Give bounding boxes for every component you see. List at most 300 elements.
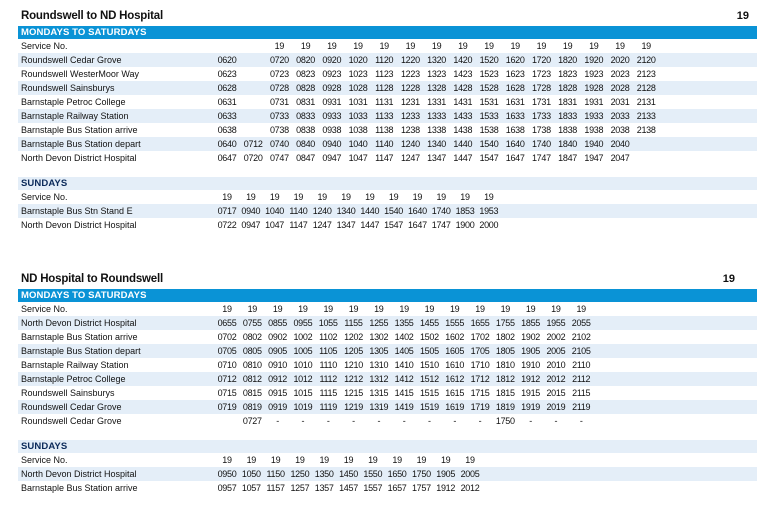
stop-name: Barnstaple Bus Stn Stand E: [21, 206, 133, 216]
departure-time: 0912: [268, 374, 287, 384]
departure-time: 0950: [217, 469, 237, 479]
departure-time: 1953: [479, 206, 499, 216]
departure-time: 1328: [427, 83, 446, 93]
stop-name: Barnstaple Railway Station: [21, 111, 129, 121]
departure-time: 1410: [394, 360, 414, 370]
departure-time: -: [428, 416, 431, 426]
departure-time: 1047: [265, 220, 284, 230]
departure-time: 0915: [268, 388, 287, 398]
departure-time: 1423: [453, 69, 473, 79]
departure-time: 1223: [400, 69, 420, 79]
departure-time: 0702: [217, 332, 237, 342]
service-number: 19: [484, 41, 494, 51]
departure-time: 1210: [344, 360, 363, 370]
service-number: 19: [412, 192, 423, 202]
departure-time: 1733: [531, 111, 551, 121]
departure-time: 1833: [558, 111, 577, 121]
departure-time: 1133: [375, 111, 394, 121]
departure-time: 1120: [375, 55, 394, 65]
departure-time: 1102: [319, 332, 338, 342]
service-number: 19: [348, 304, 359, 314]
departure-time: 1528: [479, 83, 499, 93]
table-row: [18, 204, 757, 218]
departure-time: 1628: [505, 83, 525, 93]
departure-time: 1302: [369, 332, 389, 342]
departure-time: 1620: [505, 55, 525, 65]
departure-time: 0955: [293, 318, 313, 328]
departure-time: 0731: [269, 97, 289, 107]
service-number: 19: [269, 192, 280, 202]
departure-time: 1319: [369, 402, 389, 412]
departure-time: 1840: [558, 139, 577, 149]
departure-time: 1847: [558, 153, 577, 163]
departure-time: 1128: [375, 83, 394, 93]
departure-time: 2028: [610, 83, 630, 93]
table-row: [18, 109, 757, 123]
departure-time: 1912: [436, 483, 456, 493]
departure-time: 1740: [531, 139, 551, 149]
departure-time: 1550: [363, 469, 383, 479]
service-number: 19: [551, 304, 561, 314]
inbound-weekday-heading: MONDAYS TO SATURDAYS: [18, 289, 757, 302]
departure-time: 1933: [584, 111, 604, 121]
departure-time: 1240: [312, 206, 332, 216]
outbound-sunday-heading: SUNDAYS: [18, 177, 757, 190]
departure-time: 1757: [411, 483, 431, 493]
service-number: 19: [247, 304, 257, 314]
departure-time: 1119: [319, 402, 337, 412]
departure-time: 1702: [470, 332, 490, 342]
service-number: 19: [475, 304, 485, 314]
departure-time: 2031: [610, 97, 630, 107]
departure-time: 1740: [431, 206, 451, 216]
service-number: 19: [270, 455, 281, 465]
departure-time: 1233: [400, 111, 420, 121]
departure-time: 1323: [427, 69, 446, 79]
departure-time: 1150: [266, 469, 285, 479]
departure-time: 2002: [546, 332, 566, 342]
departure-time: 1623: [505, 69, 525, 79]
table-row: [18, 95, 757, 109]
departure-time: 1823: [558, 69, 577, 79]
departure-time: 2000: [479, 220, 499, 230]
departure-time: 0638: [217, 125, 237, 135]
service-number: 19: [323, 304, 333, 314]
table-row: [18, 218, 757, 232]
table-row: [18, 372, 757, 386]
departure-time: 0747: [269, 153, 289, 163]
departure-time: 0740: [269, 139, 289, 149]
departure-time: -: [326, 416, 330, 426]
departure-time: -: [377, 416, 381, 426]
departure-time: 0910: [268, 360, 287, 370]
departure-time: 1215: [344, 388, 363, 398]
stop-name: North Devon District Hospital: [21, 220, 137, 230]
departure-time: 2119: [572, 402, 591, 412]
departure-time: 1338: [427, 125, 446, 135]
departure-time: 1923: [584, 69, 604, 79]
departure-time: 1605: [445, 346, 465, 356]
departure-time: 1347: [336, 220, 356, 230]
table-row: [18, 67, 757, 81]
departure-time: 2023: [610, 69, 630, 79]
departure-time: 0802: [242, 332, 262, 342]
departure-time: 0957: [217, 483, 237, 493]
departure-time: 1412: [394, 374, 414, 384]
service-number: 19: [293, 192, 304, 202]
departure-time: 1123: [375, 69, 394, 79]
departure-time: 1010: [293, 360, 313, 370]
departure-time: 1853: [455, 206, 475, 216]
service-number: 19: [405, 41, 416, 51]
departure-time: -: [453, 416, 457, 426]
stop-name: Roundswell Cedar Grove: [21, 402, 122, 412]
inbound-title: ND Hospital to Roundswell: [21, 273, 163, 285]
departure-time: 0640: [217, 139, 237, 149]
stop-name: Barnstaple Bus Station depart: [21, 346, 141, 356]
departure-time: 1402: [394, 332, 414, 342]
service-number: 19: [392, 455, 402, 465]
departure-time: 1228: [400, 83, 420, 93]
departure-time: 1647: [505, 153, 525, 163]
departure-time: 1205: [344, 346, 363, 356]
departure-time: 1619: [445, 402, 465, 412]
service-number: 19: [374, 304, 384, 314]
departure-time: 0938: [322, 125, 342, 135]
stop-name: North Devon District Hospital: [21, 469, 137, 479]
departure-time: 1838: [558, 125, 577, 135]
departure-time: 1420: [453, 55, 473, 65]
departure-time: 1355: [394, 318, 414, 328]
departure-time: 1155: [344, 318, 363, 328]
departure-time: 0722: [217, 220, 237, 230]
table-row: [18, 81, 757, 95]
departure-time: 1905: [436, 469, 456, 479]
departure-time: 1719: [470, 402, 490, 412]
departure-time: 0631: [217, 97, 237, 107]
departure-time: 1638: [505, 125, 525, 135]
table-row: [18, 137, 757, 151]
departure-time: 1202: [344, 332, 363, 342]
departure-time: 0815: [242, 388, 262, 398]
service-number: 19: [449, 304, 460, 314]
departure-time: 1540: [479, 139, 499, 149]
departure-time: 1110: [319, 360, 337, 370]
service-number: 19: [525, 304, 536, 314]
departure-time: 1747: [431, 220, 451, 230]
departure-time: 0831: [296, 97, 315, 107]
departure-time: 0920: [322, 55, 342, 65]
departure-time: 1019: [293, 402, 313, 412]
inbound-sunday-table: [18, 453, 757, 495]
departure-time: 1305: [369, 346, 389, 356]
departure-time: 1428: [453, 83, 473, 93]
departure-time: -: [554, 416, 558, 426]
departure-time: 1340: [336, 206, 356, 216]
departure-time: 1415: [394, 388, 414, 398]
departure-time: 0919: [268, 402, 287, 412]
departure-time: 1147: [375, 153, 394, 163]
departure-time: 1247: [400, 153, 420, 163]
service-number: 19: [589, 41, 599, 51]
departure-time: 1447: [453, 153, 473, 163]
departure-time: 0727: [242, 416, 262, 426]
departure-time: 1855: [521, 318, 540, 328]
departure-time: 2012: [546, 374, 566, 384]
departure-time: 2020: [610, 55, 630, 65]
outbound-title: Roundswell to ND Hospital: [21, 10, 163, 22]
departure-time: 0720: [243, 153, 263, 163]
departure-time: 1755: [495, 318, 515, 328]
departure-time: 1510: [419, 360, 439, 370]
departure-time: 1710: [470, 360, 490, 370]
departure-time: 2133: [636, 111, 656, 121]
departure-time: 1731: [531, 97, 551, 107]
departure-time: 0717: [217, 206, 237, 216]
service-number: 19: [510, 41, 520, 51]
departure-time: 1728: [531, 83, 551, 93]
table-row: [18, 151, 757, 165]
departure-time: 1433: [453, 111, 473, 121]
service-label: Service No.: [21, 192, 68, 202]
departure-time: 1920: [584, 55, 604, 65]
departure-time: 1715: [470, 388, 490, 398]
departure-time: 1910: [521, 360, 540, 370]
service-number: 19: [440, 455, 451, 465]
departure-time: 1220: [400, 55, 420, 65]
service-number: 19: [246, 192, 256, 202]
departure-time: 1720: [531, 55, 551, 65]
service-number: 19: [341, 192, 351, 202]
departure-time: 1512: [419, 374, 439, 384]
departure-time: 0715: [217, 388, 237, 398]
departure-time: -: [352, 416, 355, 426]
departure-time: -: [301, 416, 305, 426]
departure-time: 1147: [289, 220, 308, 230]
departure-time: 0712: [243, 139, 263, 149]
departure-time: 1431: [453, 97, 473, 107]
service-number: 19: [458, 41, 468, 51]
departure-time: 1231: [400, 97, 420, 107]
departure-time: 1750: [495, 416, 515, 426]
departure-time: 1023: [348, 69, 368, 79]
departure-time: 1615: [445, 388, 465, 398]
departure-time: 1747: [531, 153, 551, 163]
departure-time: 0628: [217, 83, 237, 93]
service-label: Service No.: [21, 304, 68, 314]
departure-time: 0712: [217, 374, 237, 384]
departure-time: 1805: [495, 346, 515, 356]
departure-time: 0947: [241, 220, 261, 230]
departure-time: 1455: [419, 318, 439, 328]
departure-time: 1555: [445, 318, 465, 328]
table-row: [18, 330, 757, 344]
departure-time: 0820: [296, 55, 315, 65]
departure-time: 0931: [322, 97, 342, 107]
service-number: 19: [424, 304, 435, 314]
departure-time: 1919: [521, 402, 540, 412]
departure-time: 1247: [312, 220, 332, 230]
departure-time: 2131: [636, 97, 656, 107]
departure-time: 0738: [269, 125, 289, 135]
departure-time: 1940: [584, 139, 604, 149]
departure-time: 1519: [419, 402, 439, 412]
departure-time: 2047: [610, 153, 630, 163]
departure-time: 1350: [314, 469, 334, 479]
service-number: 19: [300, 41, 311, 51]
outbound-weekday-heading: MONDAYS TO SATURDAYS: [18, 26, 757, 39]
departure-time: 0733: [269, 111, 289, 121]
departure-time: 1033: [348, 111, 368, 121]
departure-time: 1515: [419, 388, 439, 398]
departure-time: 2110: [572, 360, 591, 370]
departure-time: 1657: [387, 483, 407, 493]
departure-time: 0620: [217, 55, 237, 65]
service-number: 19: [416, 455, 427, 465]
departure-time: 1902: [521, 332, 540, 342]
departure-time: 1820: [558, 55, 577, 65]
departure-time: 1938: [584, 125, 604, 135]
table-row: [18, 316, 757, 330]
departure-time: 1250: [290, 469, 310, 479]
departure-time: 2128: [636, 83, 656, 93]
service-label: Service No.: [21, 41, 68, 51]
departure-time: 1115: [319, 388, 337, 398]
departure-time: 0933: [322, 111, 342, 121]
departure-time: 1633: [505, 111, 525, 121]
departure-time: 0720: [269, 55, 289, 65]
departure-time: 1723: [531, 69, 551, 79]
service-number: 19: [388, 192, 399, 202]
departure-time: 1057: [241, 483, 261, 493]
departure-time: 0823: [296, 69, 315, 79]
departure-time: 1131: [375, 97, 394, 107]
service-number: 19: [365, 192, 375, 202]
departure-time: 2005: [460, 469, 480, 479]
departure-time: 1055: [318, 318, 338, 328]
departure-time: 1640: [505, 139, 525, 149]
departure-time: 1812: [495, 374, 515, 384]
departure-time: 1905: [521, 346, 540, 356]
table-row: [18, 481, 757, 495]
service-number: 19: [436, 192, 446, 202]
departure-time: 0905: [268, 346, 287, 356]
departure-time: 1050: [241, 469, 261, 479]
departure-time: 0728: [269, 83, 289, 93]
departure-time: 1815: [495, 388, 515, 398]
departure-time: 1915: [521, 388, 540, 398]
departure-time: 2102: [571, 332, 591, 342]
departure-time: 1031: [348, 97, 368, 107]
departure-time: 0840: [296, 139, 315, 149]
departure-time: 1912: [521, 374, 540, 384]
outbound-sunday-table: [18, 190, 757, 232]
departure-time: 1002: [293, 332, 313, 342]
departure-time: 2120: [636, 55, 656, 65]
departure-time: 1810: [495, 360, 515, 370]
departure-time: 1357: [314, 483, 334, 493]
departure-time: 0940: [322, 139, 342, 149]
departure-time: 1140: [289, 206, 308, 216]
departure-time: 2055: [571, 318, 591, 328]
departure-time: 1105: [319, 346, 338, 356]
departure-time: 1547: [479, 153, 499, 163]
service-number: 19: [641, 41, 651, 51]
departure-time: 1557: [363, 483, 383, 493]
departure-time: -: [402, 416, 406, 426]
inbound-weekday-table: [18, 302, 757, 428]
inbound-route-number: 19: [722, 273, 735, 285]
service-number: 19: [484, 192, 494, 202]
departure-time: 1828: [558, 83, 577, 93]
stop-name: Barnstaple Bus Station depart: [21, 139, 141, 149]
departure-time: 0710: [217, 360, 237, 370]
departure-time: 1457: [339, 483, 358, 493]
departure-time: 1531: [479, 97, 499, 107]
departure-time: 1219: [344, 402, 363, 412]
departure-time: 1140: [375, 139, 394, 149]
service-number: 19: [615, 41, 625, 51]
departure-time: 1610: [445, 360, 465, 370]
service-number: 19: [399, 304, 409, 314]
departure-time: 1028: [348, 83, 368, 93]
departure-time: 1505: [419, 346, 439, 356]
departure-time: 1320: [427, 55, 446, 65]
service-number: 19: [298, 304, 308, 314]
stop-name: Barnstaple Railway Station: [21, 360, 129, 370]
table-row: [18, 386, 757, 400]
departure-time: 2123: [636, 69, 656, 79]
departure-time: 0723: [269, 69, 289, 79]
service-number: 19: [368, 455, 378, 465]
departure-time: 1540: [384, 206, 403, 216]
departure-time: -: [478, 416, 482, 426]
departure-time: 1928: [584, 83, 604, 93]
departure-time: 1440: [453, 139, 473, 149]
departure-time: 0833: [296, 111, 315, 121]
departure-time: 1112: [319, 374, 337, 384]
departure-time: 0838: [296, 125, 315, 135]
service-number: 19: [317, 192, 327, 202]
service-number: 19: [576, 304, 586, 314]
departure-time: 0855: [268, 318, 287, 328]
service-number-row: [18, 302, 757, 316]
outbound-route-number: 19: [736, 10, 749, 22]
departure-time: 0828: [296, 83, 315, 93]
departure-time: 0655: [217, 318, 237, 328]
service-number: 19: [562, 41, 573, 51]
departure-time: 2038: [610, 125, 630, 135]
departure-time: 0719: [217, 402, 237, 412]
stop-name: Barnstaple Bus Station arrive: [21, 483, 138, 493]
departure-time: 1640: [407, 206, 427, 216]
departure-time: 2012: [460, 483, 480, 493]
service-number: 19: [500, 304, 510, 314]
departure-time: 0902: [268, 332, 287, 342]
departure-time: 2138: [636, 125, 656, 135]
service-label: Service No.: [21, 455, 68, 465]
service-number: 19: [353, 41, 363, 51]
departure-time: 1538: [479, 125, 499, 135]
service-number: 19: [222, 455, 232, 465]
departure-time: 1047: [348, 153, 368, 163]
departure-time: 1038: [348, 125, 368, 135]
service-number: 19: [272, 304, 283, 314]
service-number: 19: [295, 455, 305, 465]
departure-time: 2005: [546, 346, 566, 356]
stop-name: Roundswell Cedar Grove: [21, 416, 122, 426]
departure-time: 1312: [369, 374, 389, 384]
